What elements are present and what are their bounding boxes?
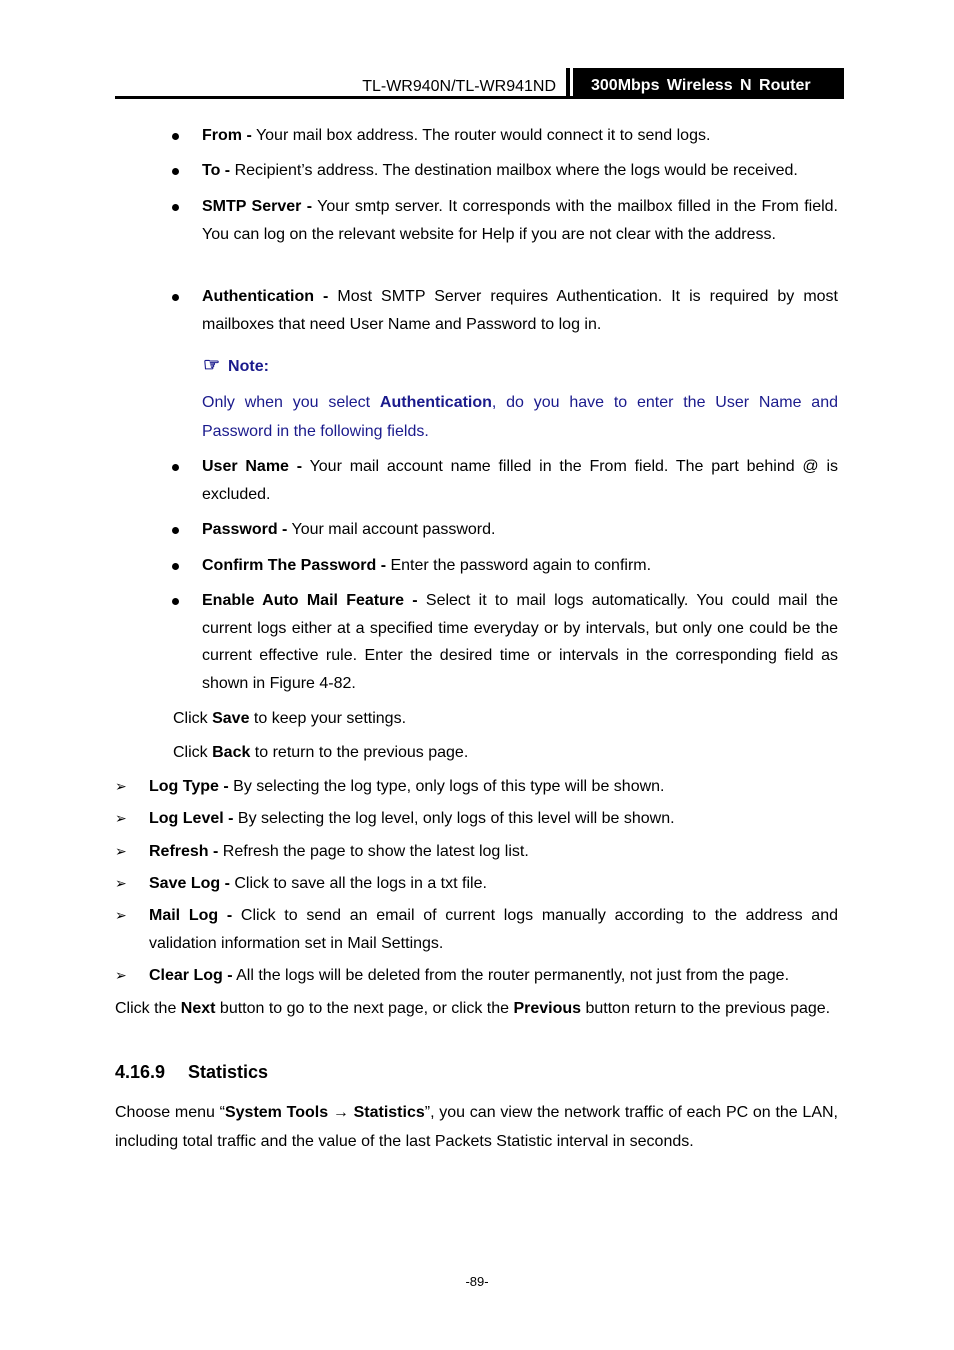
bullet-dot-icon bbox=[172, 294, 179, 301]
arrow-item-save-log: Save Log - Click to save all the logs in a txt file. bbox=[149, 875, 487, 892]
bullet-item-smtp-server: SMTP Server - Your smtp server. It corresponds with the mailbox filled in the From field. You can log on the relevant website for Help if you are not clear with the address. bbox=[202, 198, 838, 243]
bullet-item-from: From - Your mail box address. The router would connect it to send logs. bbox=[202, 127, 711, 144]
arrow-bullet-icon: ➢ bbox=[115, 875, 127, 891]
section-heading: 4.16.9 Statistics bbox=[115, 1062, 269, 1082]
bullet-dot-icon bbox=[172, 563, 179, 570]
bullet-dot-icon bbox=[172, 168, 179, 175]
bullet-item-confirm-password: Confirm The Password - Enter the password again to confirm. bbox=[202, 557, 652, 574]
arrow-bullet-icon: ➢ bbox=[115, 778, 127, 794]
bullet-item-to: To - Recipient’s address. The destination mailbox where the logs would be received. bbox=[202, 162, 798, 179]
click-back-line: Click Back to return to the previous page. bbox=[173, 744, 469, 761]
arrow-item-clear-log: Clear Log - All the logs will be deleted from the router permanently, not just from the page. bbox=[149, 967, 790, 984]
header-model: TL-WR940N/TL-WR941ND bbox=[362, 78, 556, 95]
page-number: -89- bbox=[465, 1274, 489, 1289]
note-heading: ☞ Note: bbox=[203, 355, 269, 376]
pointing-hand-icon: ☞ bbox=[203, 355, 221, 376]
next-previous-paragraph: Click the Next button to go to the next page, or click the Previous button return to the previous page. bbox=[115, 1000, 831, 1017]
bullet-dot-icon bbox=[172, 464, 179, 471]
note-text: Only when you select Authentication, do you have to enter the User Name and Password in the following fields. bbox=[202, 394, 839, 440]
bullet-item-user-name: User Name - Your mail account name filled in the From field. The part behind @ is excluded. bbox=[202, 458, 839, 503]
arrow-bullet-icon: ➢ bbox=[115, 967, 127, 983]
bullet-dot-icon bbox=[172, 133, 179, 140]
bullet-dot-icon bbox=[172, 204, 179, 211]
header-rule bbox=[115, 96, 844, 99]
header-product-badge: 300Mbps Wireless N Router bbox=[566, 68, 844, 99]
bullet-item-authentication: Authentication - Most SMTP Server requires Authentication. It is required by most mailboxes that need User Name and Password to log in. bbox=[202, 288, 838, 333]
bullet-item-password: Password - Your mail account password. bbox=[202, 521, 496, 538]
arrow-item-log-level: Log Level - By selecting the log level, only logs of this level will be shown. bbox=[149, 810, 675, 827]
bullet-item-enable-auto-mail: Enable Auto Mail Feature - Select it to mail logs automatically. You could mail the current logs either at a specified time everyday or by intervals, but only one could be the current effective rule. Enter the desired time or intervals in the corresponding field as shown in Figure 4-82. bbox=[202, 592, 838, 692]
arrow-item-log-type: Log Type - By selecting the log type, only logs of this type will be shown. bbox=[149, 778, 665, 795]
bullet-dot-icon bbox=[172, 527, 179, 534]
statistics-paragraph: Choose menu “System Tools → Statistics”, you can view the network traffic of each PC on the LAN, including total traffic and the value of the last Packets Statistic interval in seconds. bbox=[115, 1104, 838, 1150]
header-divider bbox=[570, 68, 573, 99]
click-save-line: Click Save to keep your settings. bbox=[173, 710, 407, 727]
arrow-bullet-icon: ➢ bbox=[115, 907, 127, 923]
arrow-item-refresh: Refresh - Refresh the page to show the latest log list. bbox=[149, 843, 529, 860]
arrow-bullet-icon: ➢ bbox=[115, 843, 127, 859]
arrow-bullet-icon: ➢ bbox=[115, 810, 127, 826]
arrow-item-mail-log: Mail Log - Click to send an email of current logs manually according to the address and validation information set in Mail Settings. bbox=[149, 907, 839, 952]
bullet-dot-icon bbox=[172, 598, 179, 605]
